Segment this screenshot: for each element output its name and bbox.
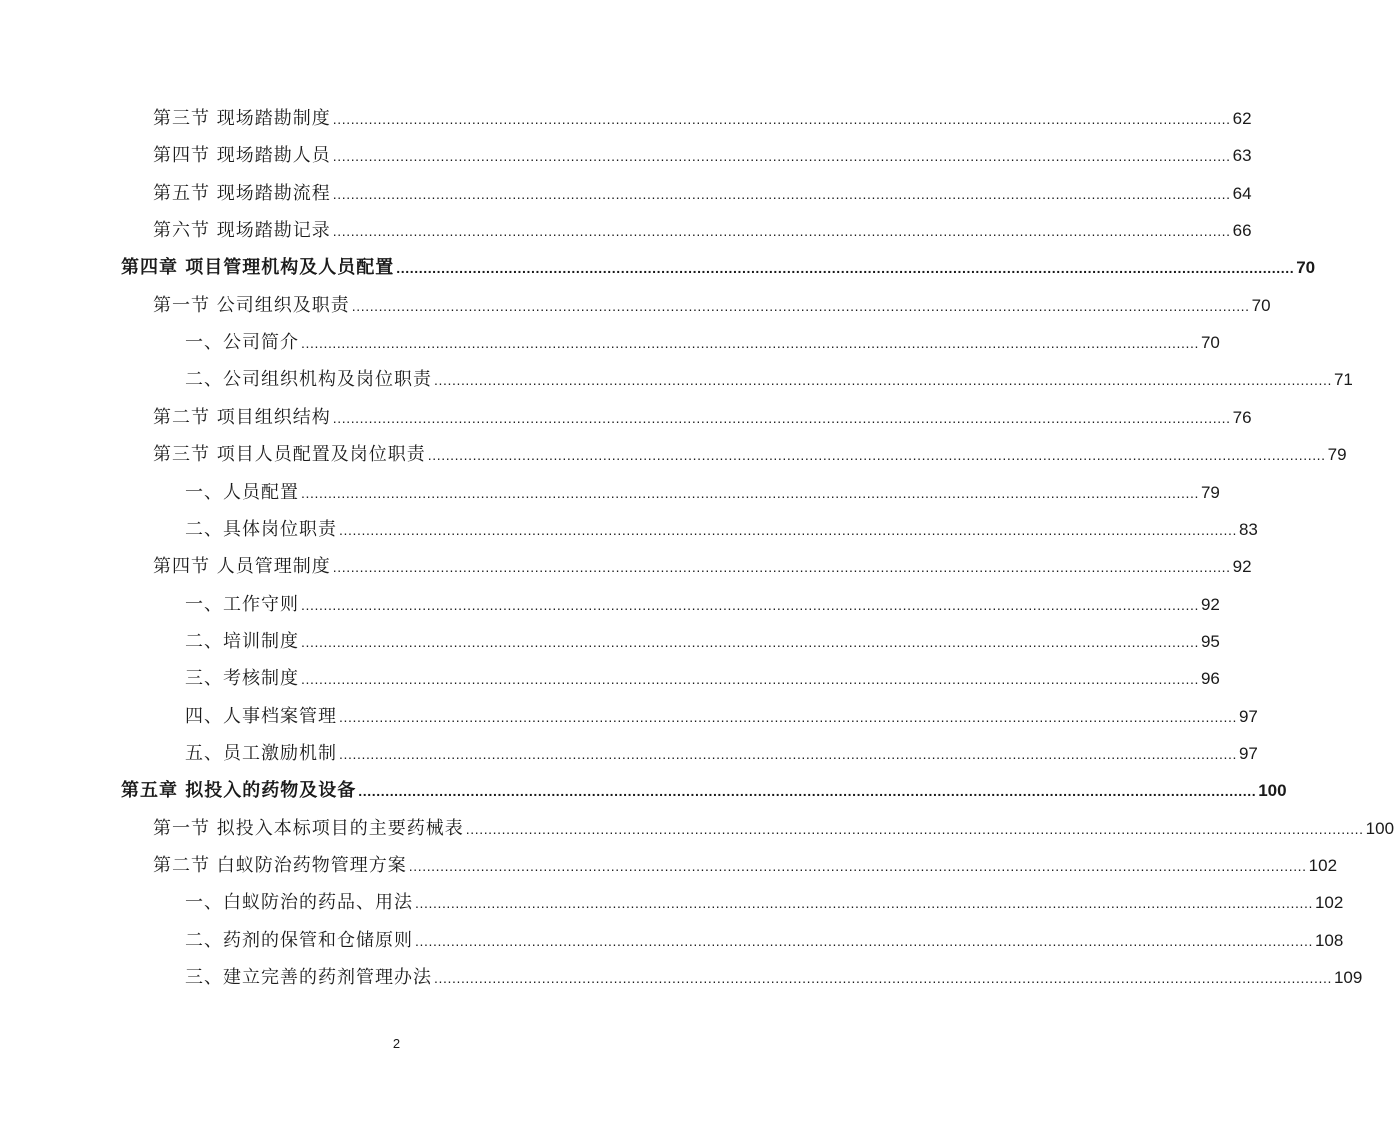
toc-entry-title: 第六节 现场踏勘记录 bbox=[153, 220, 331, 241]
toc-entry-title: 三、考核制度 bbox=[185, 668, 299, 689]
toc-entry-title: 二、药剂的保管和仓储原则 bbox=[185, 930, 413, 951]
toc-entry-title: 一、白蚁防治的药品、用法 bbox=[185, 892, 413, 913]
toc-section-entry[interactable] bbox=[153, 219, 1252, 243]
toc-entry-page: 92 bbox=[1232, 557, 1252, 576]
toc-entry-title: 四、人事档案管理 bbox=[185, 706, 337, 727]
toc-section-entry[interactable] bbox=[153, 294, 1271, 318]
dot-leader: ........................................................................................................................................................................................................ bbox=[351, 298, 1250, 314]
toc-entry-page: 95 bbox=[1200, 632, 1220, 651]
dot-leader: ........................................................................................................................................................................................................ bbox=[332, 223, 1231, 239]
dot-leader: ........................................................................................................................................................................................................ bbox=[396, 260, 1295, 276]
toc-entry-page: 63 bbox=[1232, 146, 1252, 165]
toc-entry-page: 83 bbox=[1238, 520, 1258, 539]
toc-entry-page: 100 bbox=[1365, 819, 1394, 838]
dot-leader: ........................................................................................................................................................................................................ bbox=[301, 597, 1199, 613]
dot-leader: ........................................................................................................................................................................................................ bbox=[427, 447, 1326, 463]
toc-entry-title: 第四节 现场踏勘人员 bbox=[153, 145, 331, 166]
toc-subsection-entry[interactable] bbox=[185, 481, 1220, 505]
toc-entry-title: 第一节 公司组织及职责 bbox=[153, 295, 350, 316]
toc-entry-title: 五、员工激励机制 bbox=[185, 743, 337, 764]
dot-leader: ........................................................................................................................................................................................................ bbox=[332, 559, 1231, 575]
toc-entry-title: 第四章 项目管理机构及人员配置 bbox=[121, 257, 395, 278]
toc-entry-title: 第一节 拟投入本标项目的主要药械表 bbox=[153, 818, 464, 839]
toc-section-entry[interactable] bbox=[153, 854, 1338, 878]
toc-entry-title: 一、工作守则 bbox=[185, 594, 299, 615]
toc-subsection-entry[interactable] bbox=[185, 742, 1258, 766]
toc-subsection-entry[interactable] bbox=[185, 368, 1353, 392]
toc-entry-title: 第四节 人员管理制度 bbox=[153, 556, 331, 577]
toc-entry-page: 102 bbox=[1314, 893, 1344, 912]
toc-subsection-entry[interactable] bbox=[185, 331, 1220, 355]
toc-section-entry[interactable] bbox=[153, 443, 1347, 467]
toc-entry-title: 二、公司组织机构及岗位职责 bbox=[185, 369, 432, 390]
toc-entry-page: 97 bbox=[1238, 707, 1258, 726]
toc-subsection-entry[interactable] bbox=[185, 630, 1220, 654]
toc-subsection-entry[interactable] bbox=[185, 929, 1344, 953]
toc-subsection-entry[interactable] bbox=[185, 667, 1220, 691]
toc-section-entry[interactable] bbox=[153, 406, 1252, 430]
toc-subsection-entry[interactable] bbox=[185, 593, 1220, 617]
toc-subsection-entry[interactable] bbox=[185, 891, 1344, 915]
dot-leader: ........................................................................................................................................................................................................ bbox=[358, 783, 1257, 799]
dot-leader: ........................................................................................................................................................................................................ bbox=[434, 372, 1332, 388]
toc-entry-title: 第五节 现场踏勘流程 bbox=[153, 183, 331, 204]
toc-chapter-entry[interactable] bbox=[121, 256, 1316, 280]
dot-leader: ........................................................................................................................................................................................................ bbox=[415, 895, 1313, 911]
toc-entry-title: 一、公司简介 bbox=[185, 332, 299, 353]
page-number: 2 bbox=[392, 1036, 401, 1051]
toc-entry-page: 100 bbox=[1258, 781, 1287, 800]
toc-section-entry[interactable] bbox=[153, 107, 1252, 131]
dot-leader: ........................................................................................................................................................................................................ bbox=[301, 335, 1199, 351]
dot-leader: ........................................................................................................................................................................................................ bbox=[408, 858, 1307, 874]
toc-entry-title: 第二节 项目组织结构 bbox=[153, 407, 331, 428]
toc-subsection-entry[interactable] bbox=[185, 966, 1363, 990]
toc-entry-title: 三、建立完善的药剂管理办法 bbox=[185, 967, 432, 988]
dot-leader: ........................................................................................................................................................................................................ bbox=[332, 186, 1231, 202]
dot-leader: ........................................................................................................................................................................................................ bbox=[301, 671, 1199, 687]
toc-entry-page: 108 bbox=[1314, 931, 1344, 950]
dot-leader: ........................................................................................................................................................................................................ bbox=[339, 746, 1237, 762]
toc-entry-title: 第三节 项目人员配置及岗位职责 bbox=[153, 444, 426, 465]
toc-entry-title: 二、具体岗位职责 bbox=[185, 519, 337, 540]
toc-entry-title: 第三节 现场踏勘制度 bbox=[153, 108, 331, 129]
toc-entry-page: 109 bbox=[1333, 968, 1363, 987]
dot-leader: ........................................................................................................................................................................................................ bbox=[465, 821, 1364, 837]
toc-entry-page: 102 bbox=[1308, 856, 1338, 875]
dot-leader: ........................................................................................................................................................................................................ bbox=[332, 148, 1231, 164]
dot-leader: ........................................................................................................................................................................................................ bbox=[332, 410, 1231, 426]
toc-entry-page: 79 bbox=[1200, 483, 1220, 502]
toc-entry-page: 66 bbox=[1232, 221, 1252, 240]
toc-subsection-entry[interactable] bbox=[185, 705, 1258, 729]
toc-section-entry[interactable] bbox=[153, 144, 1252, 168]
toc-section-entry[interactable] bbox=[153, 555, 1252, 579]
dot-leader: ........................................................................................................................................................................................................ bbox=[339, 709, 1237, 725]
toc-entry-title: 一、人员配置 bbox=[185, 482, 299, 503]
dot-leader: ........................................................................................................................................................................................................ bbox=[339, 522, 1237, 538]
toc-entry-title: 第二节 白蚁防治药物管理方案 bbox=[153, 855, 407, 876]
toc-section-entry[interactable] bbox=[153, 817, 1394, 841]
toc-section-entry[interactable] bbox=[153, 182, 1252, 206]
dot-leader: ........................................................................................................................................................................................................ bbox=[301, 634, 1199, 650]
toc-entry-page: 76 bbox=[1232, 408, 1252, 427]
toc-entry-page: 96 bbox=[1200, 669, 1220, 688]
dot-leader: ........................................................................................................................................................................................................ bbox=[434, 970, 1332, 986]
dot-leader: ........................................................................................................................................................................................................ bbox=[332, 111, 1231, 127]
toc-entry-page: 70 bbox=[1251, 296, 1271, 315]
toc-entry-page: 79 bbox=[1327, 445, 1347, 464]
toc-entry-page: 92 bbox=[1200, 595, 1220, 614]
toc-entry-page: 70 bbox=[1200, 333, 1220, 352]
toc-entry-page: 71 bbox=[1333, 370, 1353, 389]
dot-leader: ........................................................................................................................................................................................................ bbox=[301, 485, 1199, 501]
toc-entry-title: 第五章 拟投入的药物及设备 bbox=[121, 780, 357, 801]
toc-subsection-entry[interactable] bbox=[185, 518, 1258, 542]
toc-entry-title: 二、培训制度 bbox=[185, 631, 299, 652]
toc-entry-page: 62 bbox=[1232, 109, 1252, 128]
toc-entry-page: 97 bbox=[1238, 744, 1258, 763]
toc-entry-page: 64 bbox=[1232, 184, 1252, 203]
toc-entry-page: 70 bbox=[1296, 258, 1316, 277]
toc-chapter-entry[interactable] bbox=[121, 779, 1287, 803]
dot-leader: ........................................................................................................................................................................................................ bbox=[415, 933, 1313, 949]
